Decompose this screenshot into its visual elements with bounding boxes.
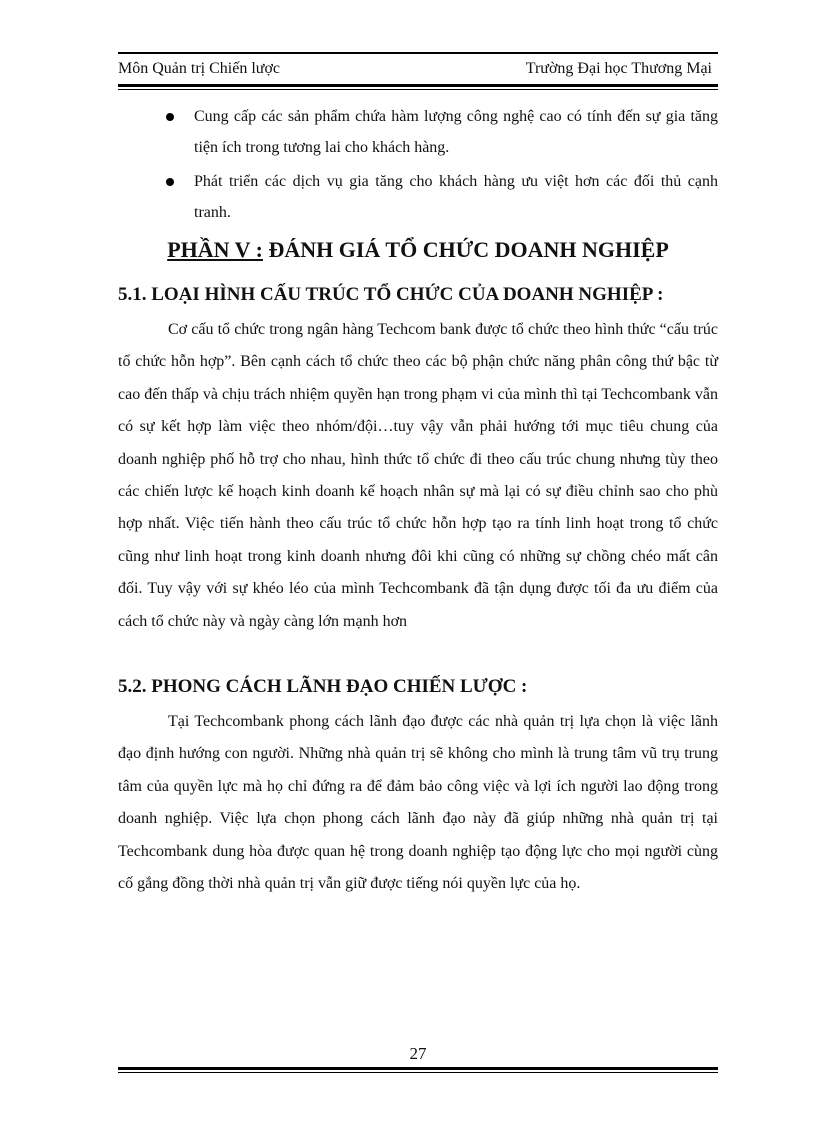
- part-title-label: PHẦN V :: [167, 237, 263, 262]
- header-rule-bottom-thin: [118, 89, 718, 90]
- section-heading-5-2: 5.2. PHONG CÁCH LÃNH ĐẠO CHIẾN LƯỢC :: [118, 676, 528, 697]
- bullet-item: [166, 101, 718, 163]
- header-rule-bottom: [118, 84, 718, 87]
- footer-rule: [118, 1067, 718, 1070]
- bullet-text: Phát triển các dịch vụ gia tăng cho khách hàng ưu việt hơn các đối thủ cạnh tranh.: [194, 173, 718, 221]
- section-heading-5-1: 5.1. LOẠI HÌNH CẤU TRÚC TỔ CHỨC CỦA DOANH NGHIỆP :: [118, 284, 664, 305]
- part-title: [118, 234, 718, 266]
- bullet-list: [166, 101, 718, 231]
- section-body-5-1: Cơ cấu tổ chức trong ngân hàng Techcom bank được tổ chức theo hình thức “cấu trúc tổ chức hỗn hợp”. Bên cạnh cách tổ chức theo các bộ phận chức năng phân công thứ bậc từ cao đến thấp và chịu trách nhiệm quyền hạn trong phạm vi của mình thì tại Techcombank vẫn có sự kết hợp làm việc theo nhóm/đội…tuy vậy vẫn phải hướng tới mục tiêu chung của doanh nghiệp phố hỗ trợ cho nhau, hình thức tổ chức đi theo cấu trúc chung nhưng tùy theo các chiến lược kế hoạch kinh doanh kế hoạch nhân sự mà lại có sự điều chỉnh sao cho phù hợp nhất. Việc tiến hành theo cấu trúc tổ chức hỗn hợp tạo ra tính linh hoạt trong tổ chức cũng như linh hoạt trong kinh doanh nhưng đôi khi cũng có những sự chồng chéo mất cân đối. Tuy vậy với sự khéo léo của mình Techcombank đã tận dụng được tối đa ưu điểm của cách tổ chức này và ngày càng lớn mạnh hơn: [118, 321, 718, 630]
- bullet-dot-icon: [166, 178, 174, 186]
- footer-rule-thin: [118, 1072, 718, 1073]
- bullet-item: [166, 166, 718, 228]
- header-rule-top: [118, 52, 718, 54]
- header-university: Trường Đại học Thương Mại: [525, 60, 712, 77]
- header-course-title: Môn Quản trị Chiến lược: [118, 60, 280, 77]
- part-title-text: ĐÁNH GIÁ TỔ CHỨC DOANH NGHIỆP: [262, 237, 669, 262]
- page-header: [118, 58, 718, 80]
- bullet-dot-icon: [166, 113, 174, 121]
- page-number: 27: [409, 1044, 427, 1063]
- bullet-text: Cung cấp các sản phẩm chứa hàm lượng công nghệ cao có tính đến sự gia tăng tiện ích trong tương lai cho khách hàng.: [194, 108, 718, 156]
- section-body-5-2: Tại Techcombank phong cách lãnh đạo được các nhà quản trị lựa chọn là việc lãnh đạo định hướng con người. Những nhà quản trị sẽ không cho mình là trung tâm vũ trụ trung tâm của quyền lực mà họ chỉ đứng ra để đảm bảo công việc và lợi ích người lao động trong doanh nghiệp. Việc lựa chọn phong cách lãnh đạo này đã giúp những nhà quản trị tại Techcombank dung hòa được quan hệ trong doanh nghiệp tạo động lực cho mọi người cùng cố gắng đồng thời nhà quản trị vẫn giữ được tiếng nói quyền lực của họ.: [118, 713, 718, 893]
